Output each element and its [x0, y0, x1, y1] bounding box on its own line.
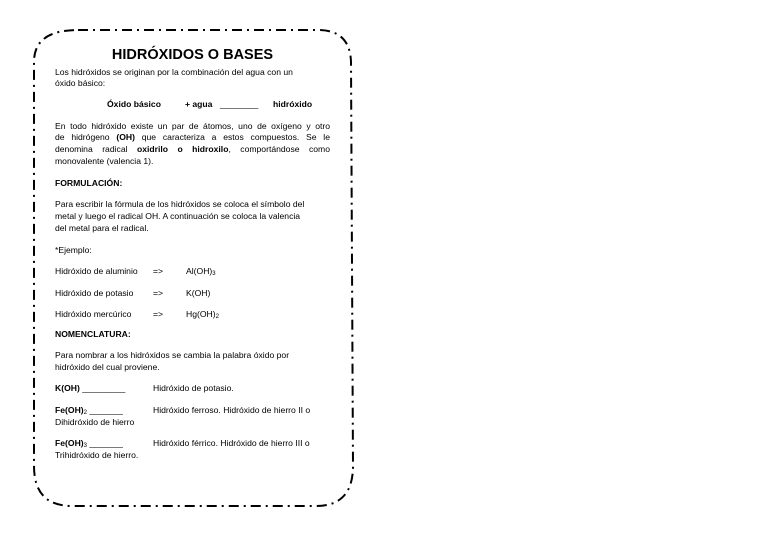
nomenclature-formula: $Fe(OH)_2$ _______: [55, 405, 123, 416]
formulacion-text-2: metal y luego el radical OH. A continuación se coloca la valencia: [55, 211, 301, 221]
page-title: HIDRÓXIDOS O BASES: [111, 47, 274, 63]
equation-oxide: Óxido básico: [107, 99, 161, 109]
example-formula: $Al(OH)_3$: [186, 266, 216, 277]
intro-line-1: Los hidróxidos se originan por la combinación del agua con un: [55, 67, 293, 77]
nomenclatura-heading: NOMENCLATURA:: [55, 329, 131, 339]
nomenclature-description: Hidróxido férrico. Hidróxido de hierro III o: [153, 438, 310, 448]
formulacion-text-1: Para escribir la fórmula de los hidróxidos se coloca el símbolo del: [55, 199, 305, 209]
nomenclatura-text-2: hidróxido del cual proviene.: [55, 362, 160, 372]
formulacion-text-3: del metal para el radical.: [55, 223, 149, 233]
example-formula: K(OH): [186, 288, 211, 298]
nomenclature-description-cont: Trihidróxido de hierro.: [55, 450, 139, 460]
nomenclature-formula: K(OH) _________: [55, 383, 126, 393]
nomenclature-description-cont: Dihidróxido de hierro: [55, 417, 135, 427]
nomenclature-description: Hidróxido ferroso. Hidróxido de hierro II o: [153, 405, 311, 415]
intro-line-2: óxido básico:: [55, 78, 106, 88]
equation-blank: ________: [220, 99, 259, 109]
para1-line-2: de hidrógeno (OH) que caracteriza a estos compuestos. Se le: [55, 132, 330, 142]
example-name: Hidróxido de aluminio: [55, 266, 138, 276]
example-arrow: =>: [153, 266, 164, 276]
nomenclatura-text-1: Para nombrar a los hidróxidos se cambia la palabra óxido por: [55, 350, 290, 360]
example-arrow: =>: [153, 309, 164, 319]
example-arrow: =>: [153, 288, 164, 298]
formulacion-heading: FORMULACIÓN:: [55, 178, 123, 188]
equation-water: + agua: [185, 99, 213, 109]
example-label: *Ejemplo:: [55, 245, 92, 255]
nomenclature-description: Hidróxido de potasio.: [153, 383, 234, 393]
para1-line-3: denomina radical oxidrilo o hidroxilo, comportándose como: [55, 144, 330, 154]
example-name: Hidróxido mercúrico: [55, 309, 132, 319]
para1-line-4: monovalente (valencia 1).: [55, 156, 154, 166]
nomenclature-formula: $Fe(OH)_3$ _______: [55, 438, 123, 449]
example-formula: $Hg(OH)_2$: [186, 309, 219, 320]
equation-product: hidróxido: [273, 99, 313, 109]
para1-line-1: En todo hidróxido existe un par de átomos, uno de oxígeno y otro: [55, 121, 330, 131]
example-name: Hidróxido de potasio: [55, 288, 134, 298]
